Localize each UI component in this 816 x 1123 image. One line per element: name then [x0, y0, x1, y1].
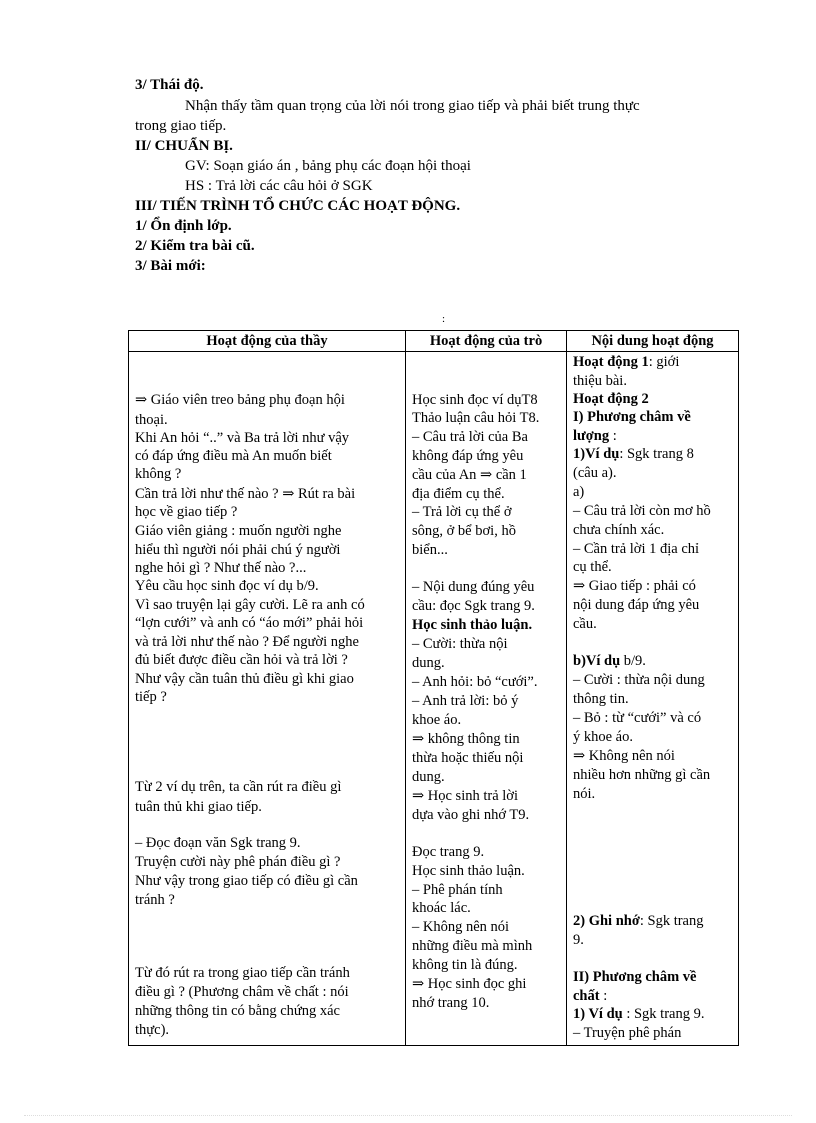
cell-line: tránh ?	[135, 892, 175, 908]
cell-line-fragment: nhiều hơn những gì cần	[573, 767, 711, 783]
cell-line-fragment: – Bỏ : từ “cưới” và có	[573, 710, 702, 726]
cell-line-fragment: : Sgk trang 9.	[622, 1006, 705, 1022]
header-line: II/ CHUẨN BỊ.	[135, 138, 233, 154]
header-line: 2/ Kiểm tra bài cũ.	[135, 238, 255, 254]
cell-line-fragment: I) Phương châm về	[573, 409, 691, 425]
cell-line-fragment: 2) Ghi nhớ	[573, 913, 640, 929]
cell-line: đủ biết được điều cần hỏi và trả lời ?	[135, 652, 348, 668]
cell-line: điều gì ? (Phương châm về chất : nói	[135, 984, 349, 1000]
cell-line: Học sinh đọc ví dụT8	[412, 392, 538, 408]
cell-line	[573, 746, 675, 766]
cell-line: không đáp ứng yêu	[412, 448, 524, 464]
cell-line: hiểu thì người nói phải chú ý người	[135, 542, 341, 558]
stray-colon-mark: :	[442, 313, 446, 325]
cell-line: Yêu cầu học sinh đọc ví dụ b/9.	[135, 578, 319, 594]
cell-line	[573, 501, 711, 521]
cell-line: tiếp ?	[135, 689, 167, 705]
header-line: 3/ Thái độ.	[135, 77, 204, 93]
cell-line-fragment: thông tin.	[573, 691, 629, 707]
cell-line	[573, 967, 696, 987]
cell-line-fragment: Hoạt động 2	[573, 391, 649, 407]
cell-line: Như vậy cần tuân thủ điều gì khi giao	[135, 671, 354, 687]
cell-line: những điều mà mình	[412, 938, 533, 954]
cell-line-fragment: :	[599, 988, 608, 1004]
cell-line-fragment: – Cần trả lời 1 địa chỉ	[573, 541, 700, 557]
cell-line: không tin là đúng.	[412, 957, 518, 973]
cell-line: địa điểm cụ thể.	[412, 486, 505, 502]
cell-line	[573, 765, 710, 785]
cell-line: “lợn cưới” và anh có “áo mới” phải hỏi	[135, 615, 364, 631]
cell-line: Từ 2 ví dụ trên, ta cần rút ra điều gì	[135, 779, 342, 795]
cell-line	[573, 352, 679, 372]
cell-line: Khi An hỏi “..” và Ba trả lời như vậy	[135, 430, 350, 446]
cell-line-fragment: a)	[573, 484, 585, 500]
cell-line-fragment: 9.	[573, 932, 584, 948]
cell-line: – Anh hỏi: bỏ “cưới”.	[412, 674, 538, 690]
cell-line	[573, 389, 649, 409]
cell-line	[573, 784, 595, 804]
cell-line: ⇒ Học sinh đọc ghi	[412, 976, 527, 992]
cell-line	[573, 482, 584, 502]
header-line: trong giao tiếp.	[135, 118, 227, 134]
cell-line: – Cười: thừa nội	[412, 636, 508, 652]
cell-line: nhớ trang 10.	[412, 995, 490, 1011]
cell-line: Vì sao truyện lại gây cười. Lẽ ra anh có	[135, 597, 365, 613]
cell-line: Đọc trang 9.	[412, 844, 485, 860]
cell-line: thừa hoặc thiếu nội	[412, 750, 524, 766]
cell-line	[573, 986, 607, 1006]
cell-line: Truyện cười này phê phán điều gì ?	[135, 854, 341, 870]
cell-line: thoại.	[135, 412, 168, 428]
cell-line: cầu của An ⇒ cần 1	[412, 467, 527, 483]
student-activity-cell	[406, 352, 567, 1046]
cell-line: – Phê phán tính	[412, 882, 503, 898]
cell-line: tuân thủ khi giao tiếp.	[135, 799, 262, 815]
cell-line-fragment: ý khoe áo.	[573, 729, 633, 745]
cell-line: có đáp ứng điều mà An muốn biết	[135, 448, 332, 464]
cell-line	[573, 670, 705, 690]
cell-line: cầu: đọc Sgk trang 9.	[412, 598, 535, 614]
cell-line	[573, 557, 612, 577]
cell-line: thực).	[135, 1022, 170, 1038]
cell-line	[573, 576, 696, 596]
table-row	[129, 352, 739, 1046]
cell-line: biển...	[412, 542, 448, 558]
cell-line	[573, 371, 627, 391]
cell-line	[573, 651, 646, 671]
cell-line-fragment: nội dung đáp ứng yêu	[573, 597, 700, 613]
cell-line-fragment: : Sgk trang	[639, 913, 704, 929]
header-line: Nhận thấy tầm quan trọng của lời nói trong giao tiếp và phải biết trung thực	[185, 98, 640, 114]
cell-line	[573, 708, 701, 728]
cell-line-fragment: II) Phương châm về	[573, 969, 697, 985]
cell-line-fragment: – Truyện phê phán	[573, 1025, 682, 1041]
cell-line: – Câu trả lời của Ba	[412, 429, 528, 445]
cell-line: – Anh trả lời: bỏ ý	[412, 693, 519, 709]
cell-line-fragment: : giới	[648, 354, 680, 370]
cell-line-fragment: b)Ví dụ	[573, 653, 621, 669]
cell-line-fragment: : Sgk trang 8	[619, 446, 694, 462]
cell-line: khoác lác.	[412, 900, 471, 916]
cell-line: Từ đó rút ra trong giao tiếp cần tránh	[135, 965, 350, 981]
header-line: GV: Soạn giáo án , bảng phụ các đoạn hội thoại	[185, 158, 471, 174]
cell-line	[573, 1023, 681, 1043]
page-bottom-divider	[24, 1115, 792, 1116]
cell-line: Thảo luận câu hỏi T8.	[412, 410, 540, 426]
cell-line-fragment: (câu a).	[573, 465, 617, 481]
cell-line-fragment: chưa chính xác.	[573, 522, 665, 538]
cell-line: nghe hỏi gì ? Như thế nào ?...	[135, 560, 307, 576]
cell-line-fragment: 1) Ví dụ	[573, 1006, 623, 1022]
cell-line-fragment: ⇒ Giao tiếp : phải có	[573, 578, 696, 594]
cell-line	[573, 426, 617, 446]
cell-line: – Nội dung đúng yêu	[412, 579, 535, 595]
activity-table	[128, 330, 739, 1046]
cell-line	[573, 614, 597, 634]
cell-line: – Đọc đoạn văn Sgk trang 9.	[135, 835, 301, 851]
cell-line: – Trả lời cụ thể ở	[412, 504, 512, 520]
cell-line: dung.	[412, 655, 445, 671]
header-line: HS : Trả lời các câu hỏi ở SGK	[185, 178, 373, 194]
cell-line: Giáo viên giảng : muốn người nghe	[135, 523, 342, 539]
cell-line-fragment: cụ thể.	[573, 559, 612, 575]
cell-line-fragment: – Câu trả lời còn mơ hồ	[573, 503, 711, 519]
cell-line-fragment: thiệu bài.	[573, 373, 627, 389]
cell-line-fragment: chất	[573, 988, 600, 1004]
cell-line: dựa vào ghi nhớ T9.	[412, 807, 530, 823]
cell-line: Như vậy trong giao tiếp có điều gì cần	[135, 873, 358, 889]
cell-line-fragment: ⇒ Không nên nói	[573, 748, 675, 764]
cell-line-fragment: cầu.	[573, 616, 597, 632]
cell-line-fragment: b/9.	[620, 653, 646, 669]
cell-line: học về giao tiếp ?	[135, 504, 238, 520]
cell-line-fragment: – Cười : thừa nội dung	[573, 672, 705, 688]
cell-line	[573, 444, 694, 464]
cell-line: ⇒ không thông tin	[412, 731, 520, 747]
cell-line-fragment: Hoạt động 1	[573, 354, 649, 370]
cell-line-fragment: nói.	[573, 786, 596, 802]
cell-line: ⇒ Học sinh trả lời	[412, 788, 518, 804]
header-line: III/ TIẾN TRÌNH TỔ CHỨC CÁC HOẠT ĐỘNG.	[135, 198, 461, 214]
header-line: 1/ Ổn định lớp.	[135, 218, 232, 234]
cell-line: Cần trả lời như thế nào ? ⇒ Rút ra bài	[135, 486, 356, 502]
header-line: 3/ Bài mới:	[135, 258, 206, 274]
cell-line: khoe áo.	[412, 712, 462, 728]
cell-line-fragment: :	[609, 428, 617, 444]
cell-line	[573, 595, 699, 615]
cell-line	[573, 407, 691, 427]
header-teacher-activity: Hoạt động của thầy	[129, 331, 406, 352]
header-student-activity: Hoạt động của trò	[406, 331, 567, 352]
cell-line-fragment: 1)Ví dụ	[573, 446, 620, 462]
header-content: Nội dung hoạt động	[567, 331, 739, 352]
cell-line	[573, 930, 584, 950]
cell-line: sông, ở bể bơi, hồ	[412, 523, 516, 539]
cell-line	[573, 520, 664, 540]
cell-line: không ?	[135, 466, 182, 482]
cell-line: Học sinh thảo luận.	[412, 863, 525, 879]
cell-line-fragment: lượng	[573, 428, 610, 444]
cell-line	[573, 689, 629, 709]
content-cell	[567, 352, 739, 1046]
cell-line: ⇒ Giáo viên treo bảng phụ đoạn hội	[135, 392, 345, 408]
cell-line: những thông tin có bằng chứng xác	[135, 1003, 340, 1019]
teacher-activity-cell	[129, 352, 406, 1046]
cell-line	[573, 1004, 704, 1024]
cell-line	[573, 539, 699, 559]
cell-line: và trả lời như thế nào ? Để người nghe	[135, 634, 359, 650]
cell-line	[573, 727, 633, 747]
cell-line	[573, 911, 704, 931]
cell-line	[573, 463, 616, 483]
cell-line: – Không nên nói	[412, 919, 510, 935]
table-header-row	[129, 331, 739, 352]
cell-line: dung.	[412, 769, 445, 785]
cell-line: Học sinh thảo luận.	[412, 617, 533, 633]
